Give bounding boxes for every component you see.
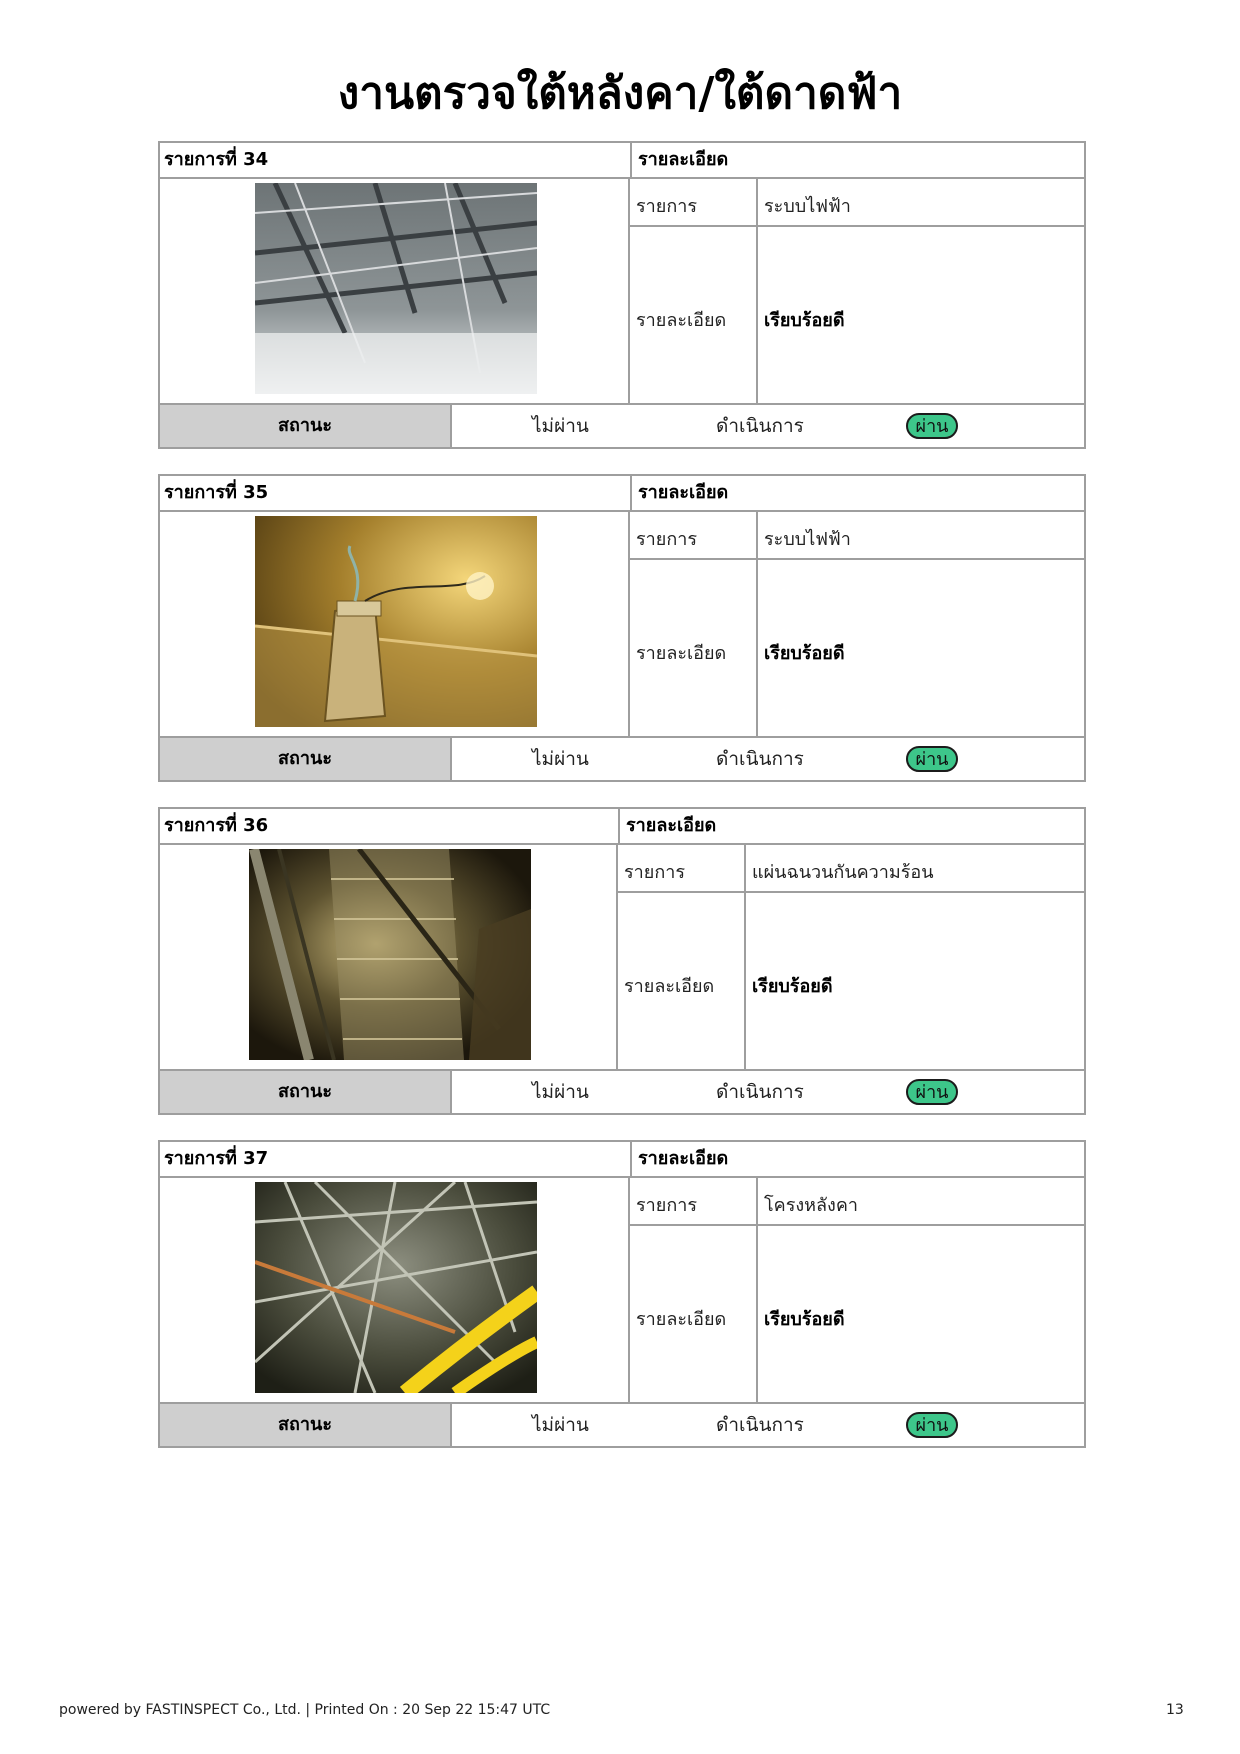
item-label: รายการ bbox=[636, 196, 697, 217]
detail-item-row bbox=[630, 1176, 1084, 1226]
item-value: แผ่นฉนวนกันความร้อน bbox=[752, 862, 934, 883]
item-label: รายการ bbox=[636, 1195, 697, 1216]
card-header bbox=[160, 1142, 1084, 1178]
status-row bbox=[160, 403, 1084, 447]
detail-item-row bbox=[618, 843, 1084, 893]
detail-description-row bbox=[630, 1226, 1084, 1402]
detail-item-row bbox=[630, 510, 1084, 560]
status-label: สถานะ bbox=[160, 1404, 452, 1446]
status-option-fail[interactable]: ไม่ผ่าน bbox=[532, 1081, 589, 1103]
detail-label: รายละเอียด bbox=[636, 643, 727, 664]
card-header bbox=[160, 143, 1084, 179]
status-label: สถานะ bbox=[160, 405, 452, 447]
item-label: รายการ bbox=[624, 862, 685, 883]
status-option-in-progress[interactable]: ดำเนินการ bbox=[716, 748, 804, 770]
status-option-in-progress[interactable]: ดำเนินการ bbox=[716, 1414, 804, 1436]
item-title: รายการที่ 37 bbox=[164, 1148, 269, 1169]
detail-description-row bbox=[618, 893, 1084, 1069]
detail-header: รายละเอียด bbox=[630, 143, 1086, 177]
status-option-pass-selected[interactable]: ผ่าน bbox=[906, 746, 958, 772]
detail-value: เรียบร้อยดี bbox=[764, 1309, 845, 1330]
inspection-item-card bbox=[158, 1140, 1086, 1448]
status-row bbox=[160, 1402, 1084, 1446]
detail-area bbox=[616, 843, 1084, 1069]
detail-value: เรียบร้อยดี bbox=[752, 976, 833, 997]
item-label: รายการ bbox=[636, 529, 697, 550]
roof-structure-photo bbox=[255, 1182, 537, 1393]
status-row bbox=[160, 736, 1084, 780]
status-option-fail[interactable]: ไม่ผ่าน bbox=[532, 415, 589, 437]
inspection-item-card bbox=[158, 807, 1086, 1115]
detail-label: รายละเอียด bbox=[624, 976, 715, 997]
footer-credit: powered by FASTINSPECT Co., Ltd. | Printed On : 20 Sep 22 15:47 UTC bbox=[59, 1702, 551, 1718]
status-label: สถานะ bbox=[160, 738, 452, 780]
detail-description-row bbox=[630, 560, 1084, 736]
item-title: รายการที่ 35 bbox=[164, 482, 269, 503]
inspection-item-card bbox=[158, 141, 1086, 449]
page-number: 13 bbox=[1166, 1702, 1184, 1718]
status-option-pass-selected[interactable]: ผ่าน bbox=[906, 413, 958, 439]
card-header bbox=[160, 476, 1084, 512]
detail-description-row bbox=[630, 227, 1084, 403]
detail-label: รายละเอียด bbox=[636, 310, 727, 331]
page-title: งานตรวจใต้หลังคา/ใต้ดาดฟ้า bbox=[337, 68, 903, 119]
item-title: รายการที่ 36 bbox=[164, 815, 269, 836]
item-title: รายการที่ 34 bbox=[164, 149, 269, 170]
detail-value: เรียบร้อยดี bbox=[764, 310, 845, 331]
status-option-in-progress[interactable]: ดำเนินการ bbox=[716, 1081, 804, 1103]
item-value: ระบบไฟฟ้า bbox=[764, 529, 851, 550]
status-option-fail[interactable]: ไม่ผ่าน bbox=[532, 1414, 589, 1436]
ceiling-steel-frame-photo bbox=[255, 183, 537, 394]
item-value: โครงหลังคา bbox=[764, 1195, 858, 1216]
status-option-fail[interactable]: ไม่ผ่าน bbox=[532, 748, 589, 770]
detail-area bbox=[628, 177, 1084, 403]
item-value: ระบบไฟฟ้า bbox=[764, 196, 851, 217]
inspection-item-card bbox=[158, 474, 1086, 782]
status-option-pass-selected[interactable]: ผ่าน bbox=[906, 1412, 958, 1438]
card-header bbox=[160, 809, 1084, 845]
status-option-pass-selected[interactable]: ผ่าน bbox=[906, 1079, 958, 1105]
detail-item-row bbox=[630, 177, 1084, 227]
detail-header: รายละเอียด bbox=[618, 809, 1086, 843]
status-label: สถานะ bbox=[160, 1071, 452, 1113]
insulation-sheet-photo bbox=[249, 849, 531, 1060]
status-row bbox=[160, 1069, 1084, 1113]
detail-area bbox=[628, 1176, 1084, 1402]
detail-header: รายละเอียด bbox=[630, 476, 1086, 510]
detail-label: รายละเอียด bbox=[636, 1309, 727, 1330]
detail-header: รายละเอียด bbox=[630, 1142, 1086, 1176]
detail-value: เรียบร้อยดี bbox=[764, 643, 845, 664]
detail-area bbox=[628, 510, 1084, 736]
junction-box-photo bbox=[255, 516, 537, 727]
status-option-in-progress[interactable]: ดำเนินการ bbox=[716, 415, 804, 437]
